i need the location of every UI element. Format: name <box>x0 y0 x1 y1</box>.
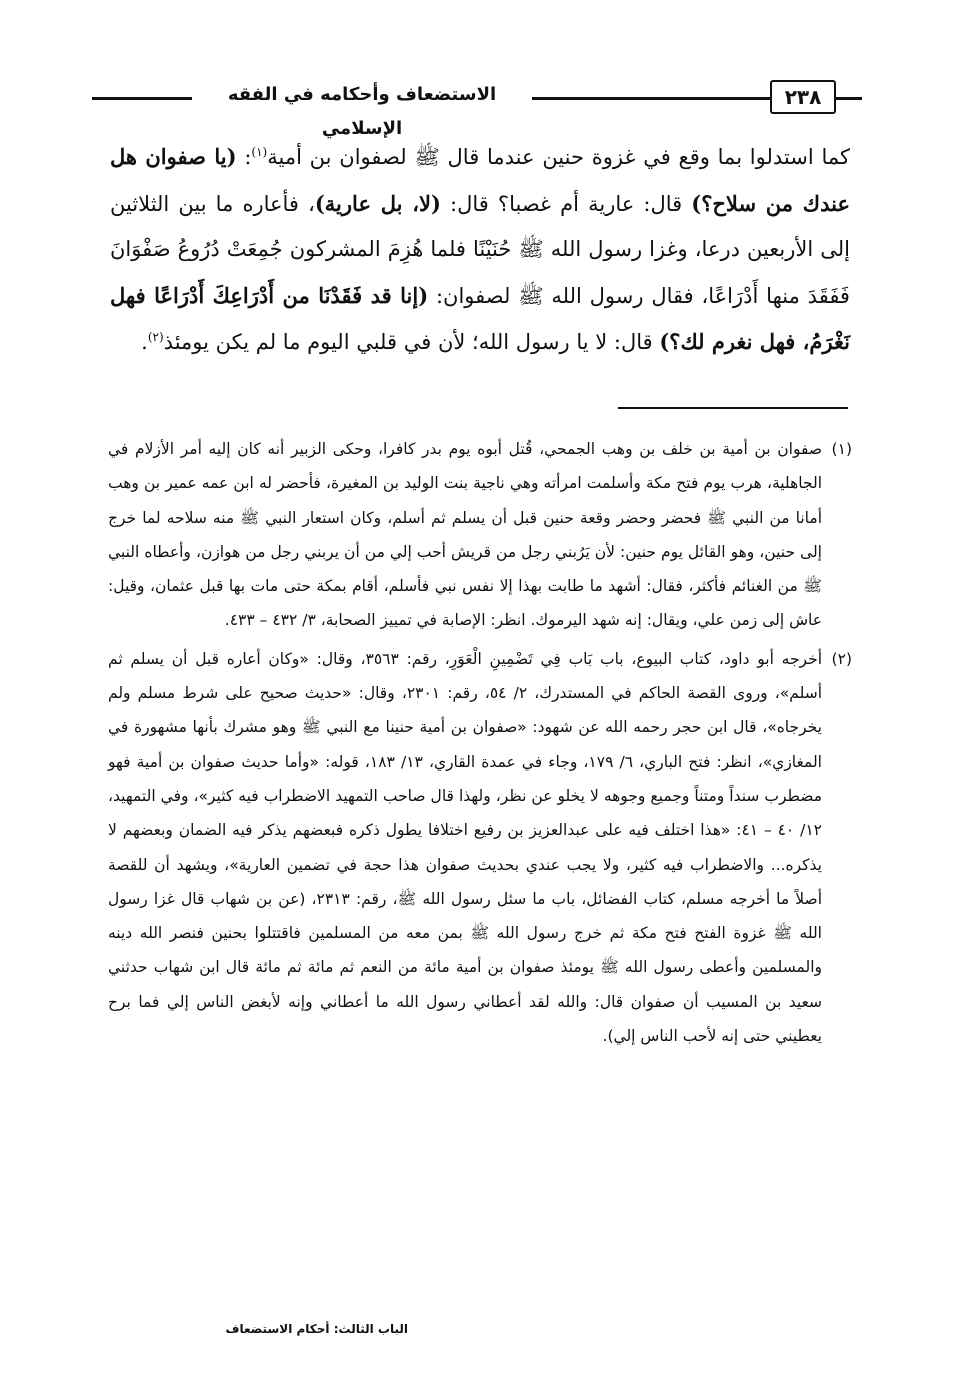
main-paragraph <box>110 134 850 366</box>
footnote-text: صفوان بن أمية بن خلف بن وهب الجمحي، قُتل أبوه يوم بدر كافرا، وحكى الزبير أنه كان إليه أمر الأزلام في الجاهلية، هرب يوم فتح مكة وأسلمت امرأته وهي ناجية بنت الوليد بن المغيرة، فأحضر له ابن عمه عمير بن وهب أمانا من النبي ﷺ فحضر وحضر وقعة حنين قبل أن يسلم ثم أسلم، وكان استعار النبي ﷺ منه سلاحه لما خرج إلى حنين، وهو القائل يوم حنين: لأن يَرُبني رجل من قريش أحب إلي من أن يربني رجل من هوازن، وأعطاه النبي ﷺ من الغنائم فأكثر، فقال: أشهد ما طابت بهذا إلا نفس نبي فأسلم، أقام بمكة حتى مات بها قبل عثمان، وقيل: عاش إلى زمن علي، ويقال: إنه شهد اليرموك. انظر: الإصابة في تمييز الصحابة، ٣/ ٤٣٢ – ٤٣٣. <box>108 440 822 630</box>
footnote-number: (١) <box>831 440 852 458</box>
page-number: ٢٣٨ <box>770 80 836 114</box>
main-text <box>110 134 850 366</box>
text-run: : <box>236 145 252 169</box>
text-run: قال: لا يا رسول الله؛ لأن في قلبي اليوم ما لم يكن يومئذ <box>163 330 660 354</box>
footnote-ref-1[interactable]: (١) <box>251 145 268 159</box>
page-footer: الباب الثالث: أحكام الاستضعاف <box>225 1322 408 1336</box>
footnote-ref-2[interactable]: (٢) <box>147 330 164 344</box>
footnote-1 <box>108 432 852 638</box>
hadith-quote: (لا، بل عارية) <box>314 190 441 216</box>
hadith-quote: (إنا قد فَقَدْنَا من أَدْرَاعِكَ أَدْرَاعًا فهل نَغْرَمُ، فهل نغرم لك؟) <box>110 282 850 354</box>
text-run: كما استدلوا بما وقع في غزوة حنين عندما قال ﷺ لصفوان بن أمية <box>267 145 850 169</box>
footnote-separator <box>618 407 848 409</box>
page-header <box>92 74 862 139</box>
book-title: الاستضعاف وأحكامه في الفقه الإسلامي <box>192 78 532 146</box>
text-run: قال: عارية أم غصبا؟ قال: <box>440 191 692 216</box>
hadith-quote: (يا صفوان هل عندك من سلاح؟) <box>110 144 850 216</box>
footnote-number: (٢) <box>831 649 852 668</box>
footnote-2 <box>108 642 852 1054</box>
text-run: ، فأعاره ما بين الثلاثين إلى الأربعين درعا، وغزا رسول الله ﷺ حُنَيْنًا فلما هُزِمَ المشركون جُمِعَتْ دُرُوعُ صَفْوَانَ فَفَقَدَ منها أَدْرَاعًا، فقال رسول الله ﷺ لصفوان: <box>110 191 850 308</box>
text-run: . <box>141 330 148 354</box>
footnotes <box>108 432 852 1057</box>
footnote-text: أخرجه أبو داود، كتاب البيوع، باب بَاب فِي تَضْمِينِ الْعَوَرِ، رقم: ٣٥٦٣، وقال: «وكان أعاره قبل أن يسلم ثم أسلم»، وروى القصة الحاكم في المستدرك، ٢/ ٥٤، رقم: ٢٣٠١، وقال: «حديث صحيح على شرط مسلم ولم يخرجاه»، قال ابن حجر رحمه الله عن شهود: «صفوان بن أمية حنينا مع النبي ﷺ وهو مشرك بأنها مشهورة في المغازي»، انظر: فتح الباري، ٦/ ١٧٩، وجاء في عمدة القاري، ١٣/ ١٨٣، قوله: «وأما حديث صفوان بن أمية فهو مضطرب سنداً ومتناً وجميع وجوهه لا يخلو عن نظر، ولهذا قال صاحب التمهيد الاضطراب فيه كثير»، وفي التمهيد، ١٢/ ٤٠ – ٤١: «هذا اختلف فيه على عبدالعزيز بن رفيع اختلافا يطول ذكره فبعضهم يذكر فيه الضمان وبعضهم لا يذكره... والاضطراب فيه كثير، ولا يجب عندي بحديث صفوان هذا حجة في تضمين العارية»، ويشهد أن للقصة أصلاً ما أخرجه مسلم، كتاب الفضائل، باب ما سئل رسول الله ﷺ، رقم: ٢٣١٣، (عن بن شهاب قال غزا رسول الله ﷺ غزوة الفتح فتح مكة ثم خرج رسول الله ﷺ بمن معه من المسلمين فاقتتلوا بحنين فنصر الله دينه والمسلمين وأعطى رسول الله ﷺ يومئذ صفوان بن أمية مائة من النعم ثم مائة ثم مائة قال ابن شهاب حدثني سعيد بن المسيب أن صفوان قال: والله لقد أعطاني رسول الله ما أعطاني وإنه لأبغض الناس إلي فما برح يعطيني حتى إنه لأحب الناس إلي). <box>108 649 823 1046</box>
